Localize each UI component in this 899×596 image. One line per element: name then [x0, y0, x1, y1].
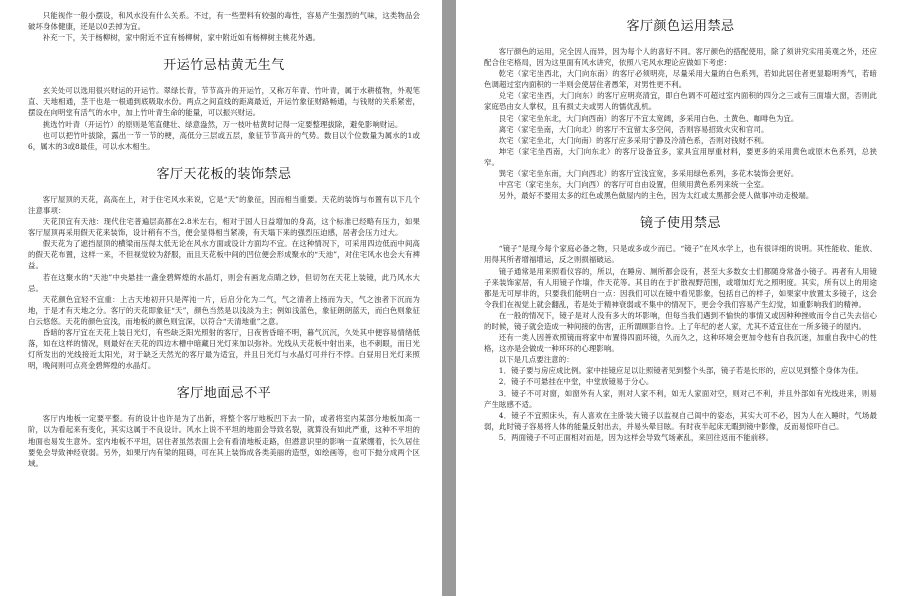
- body-paragraph: 天花颜色宜轻不宜重：上古天地初开只是浑沌一片，后启分化为二气，气之清者上扬而为天，气之浊者下沉而为地，于是才有天地之分。客厅的天花即象征“天”，颜色当然是以浅淡为主；例如浅蓝色，象征朗朗蓝天，而白色则象征白云悠悠。天花的颜色宜浅，而地板的颜色则宜深，以符合“天清地重”之意。: [28, 294, 420, 326]
- body-paragraph: 兑宅（家宅坐西，大门向东）的客厅应明亮清宜，即白色调不可超过室内面积的四分之三或有三面墙大窗，否则此家庭恐由女人掌权，且有损丈夫或男人的懦优乱机。: [484, 91, 877, 112]
- body-paragraph: 假天花为了遮挡屋顶的横梁而压得太低无论在风水方面或设计方面均不宜。在这种情况下，可采用四边低而中间高的假天花布置，这样一来，不但视觉较为舒服，而且天花板中间的凹位便会形成聚水的“天池”，对住宅风水也会大有裨益。: [28, 239, 420, 271]
- body-paragraph: 若在这聚水的“天池”中央悬挂一盏金碧辉煌的水晶灯，则会有画龙点睛之妙，但切勿在天花上装镜，此乃风水大忌。: [28, 272, 420, 293]
- body-paragraph: 在一般的情况下，镜子是对人没有多大的坏影响，但每当我们遇到不愉快的事情又或因种种挫败而令自己失去信心的时候，镜子就会造成一种间接的伤害，正所谓顾影自怜。上了年纪的老人家，尤其不适宜住在一所多镜子的屋内。: [484, 310, 877, 331]
- body-paragraph: 也可以把竹叶拔除，露出一节一节的梗，高低分三层或五层，象征节节高升的气势。数目以个位数量为属水的1或6，属木的3或8最佳，可以水木相生。: [28, 130, 420, 151]
- section-title-ceiling: 客厅天花板的装饰禁忌: [156, 166, 292, 182]
- body-paragraph: 客厅屋顶的天花，高高在上，对于住宅风水来说，它是“天”的象征，因而相当重要。天花的装饰与布置有以下几个注意事项：: [28, 194, 420, 215]
- left-page: [0, 0, 442, 596]
- intro-paragraph: 只能视作一般小摆设，和风水没有什么关系。不过，有一些塑料有较强的毒性，容易产生强烈的气味，这类物品会破坏身体健康，还是以0丢掉为宜。: [28, 11, 420, 32]
- body-paragraph: 坤宅（家宅坐西南，大门向东北）的客厅设备宜多，家具宜用厚重材料，要更多的采用黄色或原木色系列，总狭窄。: [484, 146, 877, 167]
- intro-paragraph: 补充一下，关于杨柳树，家中附近不宜有杨柳树，家中附近如有杨柳树主桃花外遇。: [42, 33, 320, 43]
- body-paragraph: 离宅（家宅坐南，大门向北）的客厅不宜留太多空间，否则容易招致火灾和官司。: [498, 124, 769, 134]
- body-paragraph: 挑选竹叶青（开运竹）的原则是笔直健壮、绿意盎然，万一枝叶枯黄时记得一定要整理拔除，避免影响财运。: [42, 119, 403, 129]
- section-title-lucky-bamboo: 开运竹忌枯黄无生气: [163, 58, 285, 74]
- body-paragraph: 乾宅（家宅坐西北，大门向东南）的客厅必须明亮，尽量采用大量的白色系列，若如此居住者更显聪明秀气，若暗色调超过室内面积的一半则会使居住者愚笨，对男性更不利。: [484, 69, 877, 90]
- section-title-floor: 客厅地面忌不平: [176, 386, 272, 402]
- list-item: 2．镜子不可悬挂在中堂，中堂放镜易于分心。: [498, 377, 654, 387]
- list-item: 4．镜子不宜照床头，有人喜欢在主卧装大镜子以监视自己闺中的姿态，其实大可不必，因为人在入睡时，气场最弱，此时镜子容易将人体的能量反射出去，并易头晕目眩。有时夜半起床无暇到镜中影像，反而易惊吓自己。: [484, 410, 877, 431]
- section-title-mirrors: 镜子使用禁忌: [639, 216, 721, 232]
- list-item: 1．镜子要与房应成比例。家中挂镜应足以让照镜者见到整个头部，镜子若是长形的，应以见到整个身体为佳。: [498, 366, 864, 376]
- body-paragraph: “镜子”是现今每个家庭必备之物，只是或多或少而已。“镜子”在风水学上，也有很详细的说明。其性能收、能放、用得其所者增福增运，反之则损福破运。: [484, 244, 877, 265]
- body-paragraph: 镜子通常是用来照看仪容的，所以，在睡房、厕所都会设有，甚至大多数女士们都随身常备小镜子。再者有人用镜子来装饰家居，有人用镜子作墙，作天花等。其目的在于扩散视野范围，或增加灯光之照明度。其实，所有以上的用途都是无可厚非的，只要我们能明白一点：因我们可以在镜中看见影象，包括自己的样子，如果家中放置太多镜子，这会令我们在视觉上就会翻乱，若是处于精神衰弱或不集中的情况下，更会令我们容易产生幻觉，如重影响我们的精神。: [484, 266, 877, 309]
- body-paragraph: 玄关处可以选用很兴财运的开运竹。翠绿长青，节节高升的开运竹，又称万年青、竹叶青，属于水耕植物，外观笔直、天地相通，茎干也是一根通到底吸取水份。两点之间直线的距离最近，开运竹象征财路畅通，与钱财的关系紧密，摆设在向明堂有活气的水中，加上竹叶青生命的能量，可以振兴财运。: [28, 86, 420, 118]
- list-item: 5．两面镜子不可正面相对而是，因为这样会导致气场紊乱，来回往返而不能前移。: [498, 432, 774, 442]
- page-gutter: [442, 0, 456, 596]
- body-paragraph: 客厅颜色的运用，完全因人而异，因为每个人的喜好不同。客厅颜色的搭配使用，除了须讲究实用美观之外，还应配合住宅格局，因为这里面有风水讲究，依照八宅风水理论应做如下考虑：: [484, 47, 877, 68]
- body-paragraph: 以下是几点要注意的：: [498, 355, 574, 365]
- body-paragraph: 另外，最好不要用太多的红色或黑色做屋内的主色，因为太红或太黑都会使人做事冲动走极端。: [498, 191, 814, 201]
- body-paragraph: 艮宅（家宅坐东北，大门向西南）的客厅不宜太宽阔，多采用白色、土黄色、咖啡色为宜。: [498, 113, 799, 123]
- section-title-colors: 客厅颜色运用禁忌: [626, 19, 735, 34]
- body-paragraph: 巽宅（家宅坐东南，大门向西北）的客厅宜浅宜宽，多采用绿色系列，多花木装饰会更好。: [498, 169, 799, 179]
- body-paragraph: 客厅内地板一定要平整。有的设计也许是为了出新，将整个客厅地板凹下去一阶，或者将室内某部分地板加高一阶，以为看起来有变化，其实这属于不良设计。风水上说不平坦的地面会导致名裂，就算没有如此严重，这种不平坦的地面也易发生意外。室内地板不平坦，居住者虽然表面上会有看清地板走路，但潜意识里的影响一直紧绷着，长久居住要免会导致神经衰弱。另外，如果厅内有梁的阻碍，可在其上装饰成各类美丽的造型，如绘画等，也可下抛分成两个区域。: [28, 414, 420, 468]
- body-paragraph: 中宫宅（家宅坐东，大门向西）的客厅可自由设置，但须用黄色系列来统一全室。: [498, 180, 769, 190]
- body-paragraph: 还有一类人因善欢照镜而将家中布置得四面环镜，久而久之，这种环境会更加令他有自我沉迷，加重自我中心的性格，这亦是会做成一种环环的心理影响。: [484, 333, 877, 354]
- body-paragraph: 坎宅（家宅坐北，大门向南）的客厅应多采用宁静及冷清色系，否则对钱财不利。: [498, 135, 769, 145]
- body-paragraph: 昏暗的客厅宜在天花上装日光灯，有些缺乏阳光照射的客厅，日夜皆昏暗不明，暮气沉沉，久处其中便容易情绪低落，如在这样的情况，则最好在天花的四边木槽中暗藏日光灯来加以弥补。光线从天花板中射出来，也不刺眼，而日光灯所发出的光线接近太阳光，对于缺乏天然光的客厅最为适宜，并且日光灯与水晶灯可并行不悖。白昼用日光灯来照明，晚间则可点亮金碧辉煌的水晶灯。: [28, 327, 420, 371]
- right-page: [456, 0, 899, 596]
- body-paragraph: 天花顶宜有天池：现代住宅普遍层高都在2.8米左右，相对于国人日益增加的身高，这个标准已经略有压力，如果客厅屋顶再采用假天花来装饰，设计稍有不当，便会显得相当紧凑，有天塌下来的强烈压迫感，居者会压力过大。: [28, 217, 420, 238]
- list-item: 3．镜子不可对窗，如窗外有人家，则对人家不利，如无人家面对空，则对己不利，并且外部如有光线进来，则易产生眩感不适。: [484, 388, 877, 409]
